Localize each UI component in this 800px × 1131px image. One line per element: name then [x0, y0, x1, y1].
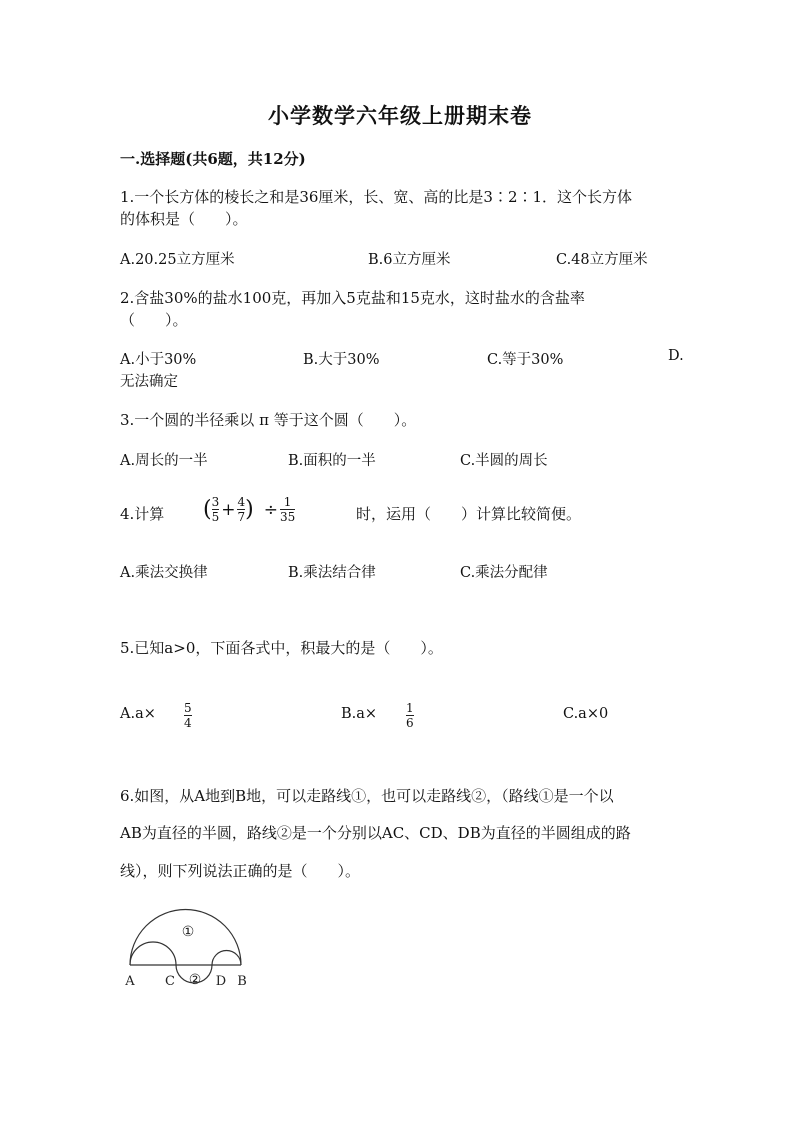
question-4-option-c[interactable]: C.乘法分配律	[460, 565, 548, 581]
question-4-option-a[interactable]: A.乘法交换律	[120, 565, 208, 581]
fraction-denominator: 35	[279, 510, 296, 524]
question-4-prefix: 4.计算	[120, 505, 165, 523]
question-6-line-2: AB为直径的半圆，路线②是一个分别以AC、CD、DB为直径的半圆组成的路	[120, 824, 631, 842]
question-3-text: 3.一个圆的半径乘以 π 等于这个圆（ ）。	[120, 411, 417, 429]
fraction-numerator: 4	[237, 495, 246, 509]
close-paren: )	[245, 497, 254, 522]
question-1-option-c[interactable]: C.48立方厘米	[556, 252, 648, 268]
question-5-text: 5.已知a>0，下面各式中，积最大的是（ ）。	[120, 639, 443, 657]
fraction-1-6	[406, 701, 414, 730]
question-2-option-a[interactable]: A.小于30%	[120, 352, 197, 368]
question-5-option-b[interactable]: B.a×	[341, 706, 378, 722]
semicircle-routes-figure	[118, 905, 268, 1000]
fraction-1-35	[280, 495, 295, 524]
question-2-option-b[interactable]: B.大于30%	[303, 352, 380, 368]
route-1-label: ①	[181, 924, 195, 940]
question-6-line-1: 6.如图，从A地到B地，可以走路线①，也可以走路线②，（路线①是一个以	[120, 787, 614, 805]
question-4-expression	[203, 495, 295, 524]
page-title: 小学数学六年级上册期末卷	[268, 103, 532, 128]
point-b-label: B	[237, 974, 247, 989]
question-2-line-1: 2.含盐30%的盐水100克，再加入5克盐和15克水，这时盐水的含盐率	[120, 289, 585, 307]
question-5-option-a[interactable]: A.a×	[120, 706, 156, 722]
divide-sign: ÷	[263, 499, 278, 520]
question-2-option-d-text[interactable]: 无法确定	[120, 374, 178, 390]
fraction-denominator: 6	[406, 716, 414, 730]
question-1-line-1: 1.一个长方体的棱长之和是36厘米，长、宽、高的比是3∶2∶1．这个长方体	[120, 188, 633, 206]
fraction-numerator: 5	[184, 701, 192, 715]
section-heading: 一.选择题(共6题，共12分)	[120, 150, 306, 168]
point-c-label: C	[165, 974, 175, 989]
question-5-option-c[interactable]: C.a×0	[563, 706, 609, 722]
question-1-option-b[interactable]: B.6立方厘米	[368, 252, 451, 268]
question-4-option-b[interactable]: B.乘法结合律	[288, 565, 376, 581]
question-1-line-2: 的体积是（ ）。	[120, 210, 248, 228]
question-2-option-d[interactable]: D.	[668, 348, 684, 364]
point-d-label: D	[215, 974, 227, 989]
fraction-numerator: 1	[283, 495, 292, 509]
fraction-3-5	[212, 495, 220, 524]
question-3-option-b[interactable]: B.面积的一半	[288, 453, 376, 469]
fraction-denominator: 5	[211, 510, 220, 524]
fraction-4-7	[237, 495, 245, 524]
fraction-denominator: 7	[237, 510, 246, 524]
question-2-line-2: （ ）。	[120, 311, 188, 329]
open-paren: (	[203, 497, 212, 522]
question-2-option-c[interactable]: C.等于30%	[487, 352, 564, 368]
fraction-numerator: 3	[211, 495, 220, 509]
fraction-5-4	[184, 701, 192, 730]
question-6-line-3: 线），则下列说法正确的是（ ）。	[120, 862, 361, 880]
plus-sign: +	[221, 499, 236, 520]
point-a-label: A	[125, 974, 135, 989]
question-3-option-c[interactable]: C.半圆的周长	[460, 453, 548, 469]
route-2-label: ②	[188, 972, 202, 988]
question-1-option-a[interactable]: A.20.25立方厘米	[120, 252, 235, 268]
question-4-suffix: 时，运用（ ）计算比较简便。	[356, 505, 582, 523]
fraction-denominator: 4	[184, 716, 192, 730]
fraction-numerator: 1	[406, 701, 414, 715]
question-3-option-a[interactable]: A.周长的一半	[120, 453, 208, 469]
